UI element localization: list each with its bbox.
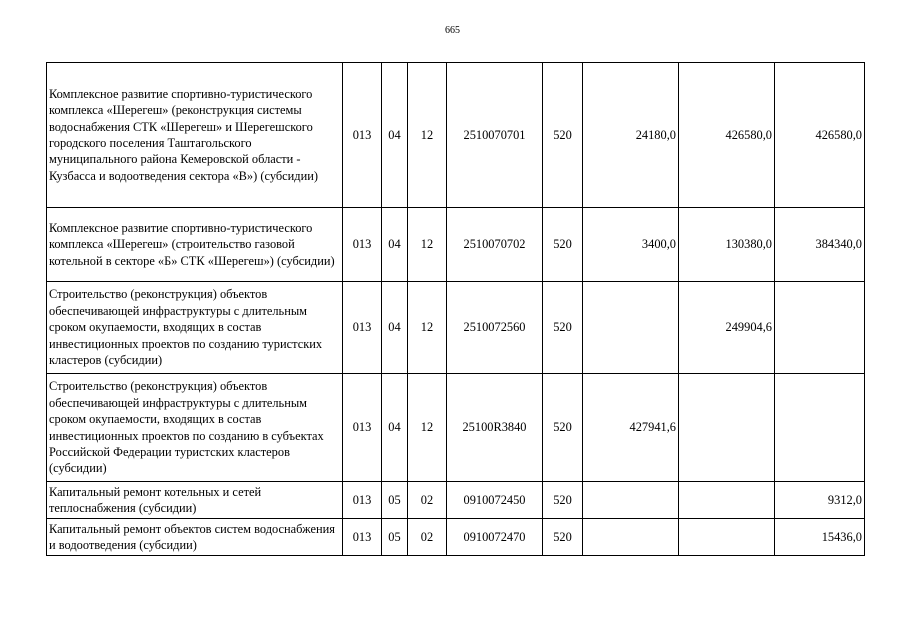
sum-3 bbox=[775, 374, 865, 482]
table-row bbox=[47, 63, 865, 208]
table-row bbox=[47, 282, 865, 374]
target-code: 2510072560 bbox=[447, 282, 543, 374]
sum-2 bbox=[679, 519, 775, 556]
target-code: 0910072450 bbox=[447, 482, 543, 519]
ministry-code: 013 bbox=[343, 282, 382, 374]
sum-2: 249904,6 bbox=[679, 282, 775, 374]
expense-type-code: 520 bbox=[543, 282, 583, 374]
row-name: Комплексное развитие спортивно-туристического комплекса «Шерегеш» (реконструкция системы водоснабжения СТК «Шерегеш» и Шерегешского городского поселения Таштагольского муниципального района Кемеровской области - Кузбасса и водоотведения сектора «В») (субсидии) bbox=[47, 63, 343, 208]
sum-3 bbox=[775, 282, 865, 374]
section-code: 05 bbox=[382, 519, 408, 556]
target-code: 0910072470 bbox=[447, 519, 543, 556]
section-code: 04 bbox=[382, 374, 408, 482]
table-row bbox=[47, 519, 865, 556]
target-code: 2510070701 bbox=[447, 63, 543, 208]
table-row bbox=[47, 482, 865, 519]
row-name: Комплексное развитие спортивно-туристического комплекса «Шерегеш» (строительство газовой котельной в секторе «Б» СТК «Шерегеш») (субсидии) bbox=[47, 208, 343, 282]
sum-3: 9312,0 bbox=[775, 482, 865, 519]
subsection-code: 02 bbox=[408, 482, 447, 519]
expense-type-code: 520 bbox=[543, 208, 583, 282]
table-row bbox=[47, 208, 865, 282]
sum-1: 427941,6 bbox=[583, 374, 679, 482]
ministry-code: 013 bbox=[343, 374, 382, 482]
section-code: 04 bbox=[382, 282, 408, 374]
subsection-code: 12 bbox=[408, 374, 447, 482]
expense-type-code: 520 bbox=[543, 482, 583, 519]
subsection-code: 12 bbox=[408, 282, 447, 374]
target-code: 2510070702 bbox=[447, 208, 543, 282]
target-code: 25100R3840 bbox=[447, 374, 543, 482]
section-code: 05 bbox=[382, 482, 408, 519]
row-name: Строительство (реконструкция) объектов обеспечивающей инфраструктуры с длительным сроком окупаемости, входящих в состав инвестиционных проектов по созданию туристских кластеров (субсидии) bbox=[47, 282, 343, 374]
row-name: Капитальный ремонт котельных и сетей теплоснабжения (субсидии) bbox=[47, 482, 343, 519]
section-code: 04 bbox=[382, 208, 408, 282]
subsection-code: 02 bbox=[408, 519, 447, 556]
subsection-code: 12 bbox=[408, 208, 447, 282]
sum-1: 24180,0 bbox=[583, 63, 679, 208]
page-number: 665 bbox=[445, 25, 460, 36]
sum-1 bbox=[583, 282, 679, 374]
budget-table bbox=[46, 62, 865, 556]
sum-2 bbox=[679, 482, 775, 519]
ministry-code: 013 bbox=[343, 482, 382, 519]
expense-type-code: 520 bbox=[543, 374, 583, 482]
sum-1 bbox=[583, 482, 679, 519]
row-name: Строительство (реконструкция) объектов обеспечивающей инфраструктуры с длительным сроком окупаемости, входящих в состав инвестиционных проектов по созданию в субъектах Российской Федерации туристских кластеров (субсидии) bbox=[47, 374, 343, 482]
sum-2: 426580,0 bbox=[679, 63, 775, 208]
ministry-code: 013 bbox=[343, 519, 382, 556]
sum-3: 15436,0 bbox=[775, 519, 865, 556]
sum-2 bbox=[679, 374, 775, 482]
expense-type-code: 520 bbox=[543, 519, 583, 556]
subsection-code: 12 bbox=[408, 63, 447, 208]
sum-2: 130380,0 bbox=[679, 208, 775, 282]
expense-type-code: 520 bbox=[543, 63, 583, 208]
sum-1: 3400,0 bbox=[583, 208, 679, 282]
sum-3: 426580,0 bbox=[775, 63, 865, 208]
sum-3: 384340,0 bbox=[775, 208, 865, 282]
ministry-code: 013 bbox=[343, 63, 382, 208]
section-code: 04 bbox=[382, 63, 408, 208]
ministry-code: 013 bbox=[343, 208, 382, 282]
row-name: Капитальный ремонт объектов систем водоснабжения и водоотведения (субсидии) bbox=[47, 519, 343, 556]
sum-1 bbox=[583, 519, 679, 556]
table-row bbox=[47, 374, 865, 482]
